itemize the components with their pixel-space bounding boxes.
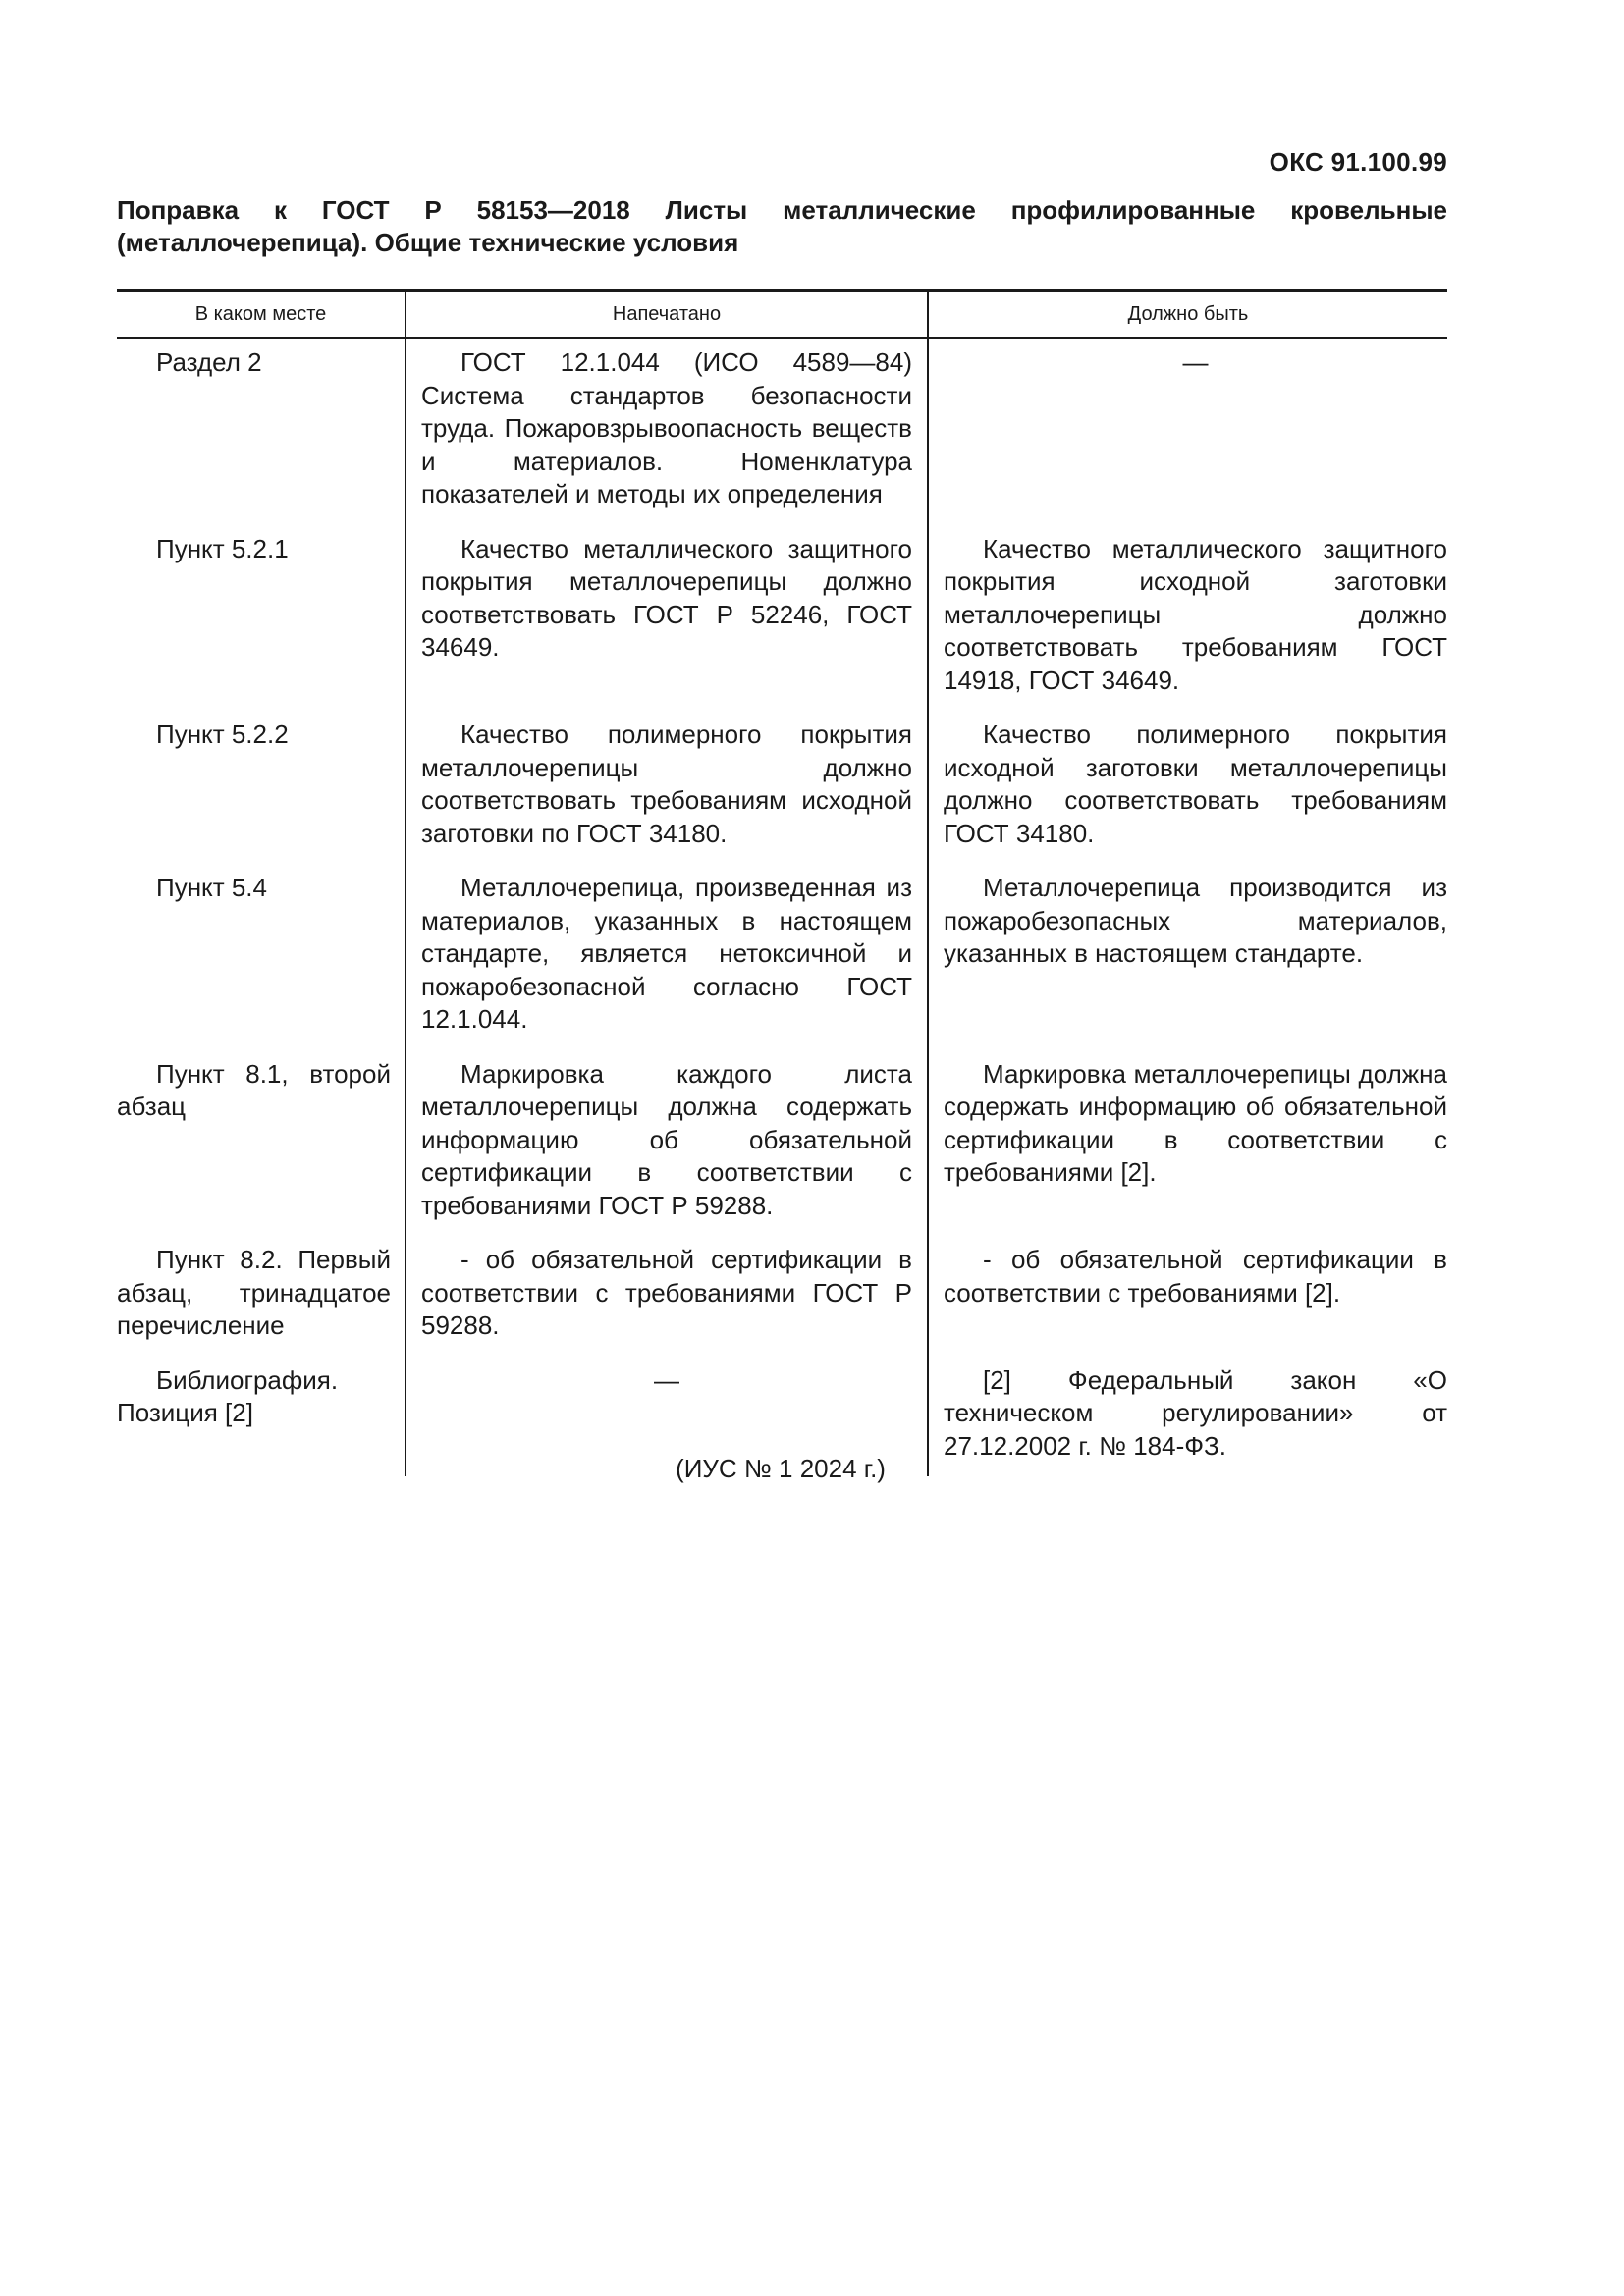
cell-where: Раздел 2 (156, 347, 262, 377)
cell-should-be: [2] Федеральный закон «О техническом регулировании» от 27.12.2002 г. № 184-ФЗ. (928, 1357, 1447, 1477)
table-row (117, 525, 1447, 712)
cell-should-be: — (928, 338, 1447, 525)
cell-printed: ГОСТ 12.1.044 (ИСО 4589—84) Система стандартов безопасности труда. Пожаровзрывоопасность веществ и материалов. Номенклатура показателей и методы их определения (406, 338, 928, 525)
cell-should-be: Металлочерепица производится из пожаробезопасных материалов, указанных в настоящем стандарте. (928, 864, 1447, 1050)
cell-where: Пункт 8.2. Первый абзац, тринадцатое перечисление (117, 1245, 391, 1340)
ius-reference: (ИУС № 1 2024 г.) (676, 1454, 886, 1483)
cell-printed: Качество полимерного покрытия металлочерепицы должно соответствовать требованиям исходной заготовки по ГОСТ 34180. (406, 711, 928, 864)
table-row (117, 864, 1447, 1050)
document-title: Поправка к ГОСТ Р 58153—2018 Листы металлические профилированные кровельные (металлочерепица). Общие технические условия (117, 195, 1447, 257)
cell-where: Пункт 5.2.2 (156, 720, 289, 749)
cell-should-be: Качество полимерного покрытия исходной заготовки металлочерепицы должно соответствовать требованиям ГОСТ 34180. (928, 711, 1447, 864)
cell-where: Пункт 5.4 (156, 873, 267, 902)
cell-should-be: - об обязательной сертификации в соответствии с требованиями [2]. (928, 1236, 1447, 1357)
cell-where: Пункт 8.1, второй абзац (117, 1058, 391, 1121)
cell-printed: Маркировка каждого листа металлочерепицы должна содержать информацию об обязательной сертификации в соответствии с требованиями ГОСТ Р 59288. (406, 1050, 928, 1237)
cell-printed: — (406, 1357, 928, 1477)
cell-should-be: Качество металлического защитного покрытия исходной заготовки металлочерепицы должно соответствовать требованиям ГОСТ 14918, ГОСТ 34649. (928, 525, 1447, 712)
cell-should-be: Маркировка металлочерепицы должна содержать информацию об обязательной сертификации в соответствии с требованиями [2]. (928, 1050, 1447, 1237)
cell-printed: Качество металлического защитного покрытия металлочерепицы должно соответствовать ГОСТ Р 52246, ГОСТ 34649. (406, 525, 928, 712)
table-row (117, 711, 1447, 864)
cell-printed: - об обязательной сертификации в соответствии с требованиями ГОСТ Р 59288. (406, 1236, 928, 1357)
table-row (117, 1236, 1447, 1357)
cell-where: Пункт 5.2.1 (156, 533, 289, 563)
header-should-be: Должно быть (928, 291, 1447, 339)
table-header-row (117, 291, 1447, 339)
table-row (117, 1050, 1447, 1237)
header-where: В каком месте (117, 291, 406, 339)
table-row (117, 338, 1447, 525)
amendment-table (117, 289, 1447, 1476)
classification-code: ОКС 91.100.99 (1269, 147, 1447, 177)
cell-where: Библиография. Позиция [2] (117, 1364, 339, 1427)
amendment-table-wrapper (117, 289, 1447, 1476)
header-printed: Напечатано (406, 291, 928, 339)
cell-printed: Металлочерепица, произведенная из материалов, указанных в настоящем стандарте, является нетоксичной и пожаробезопасной согласно ГОСТ 12.1.044. (406, 864, 928, 1050)
